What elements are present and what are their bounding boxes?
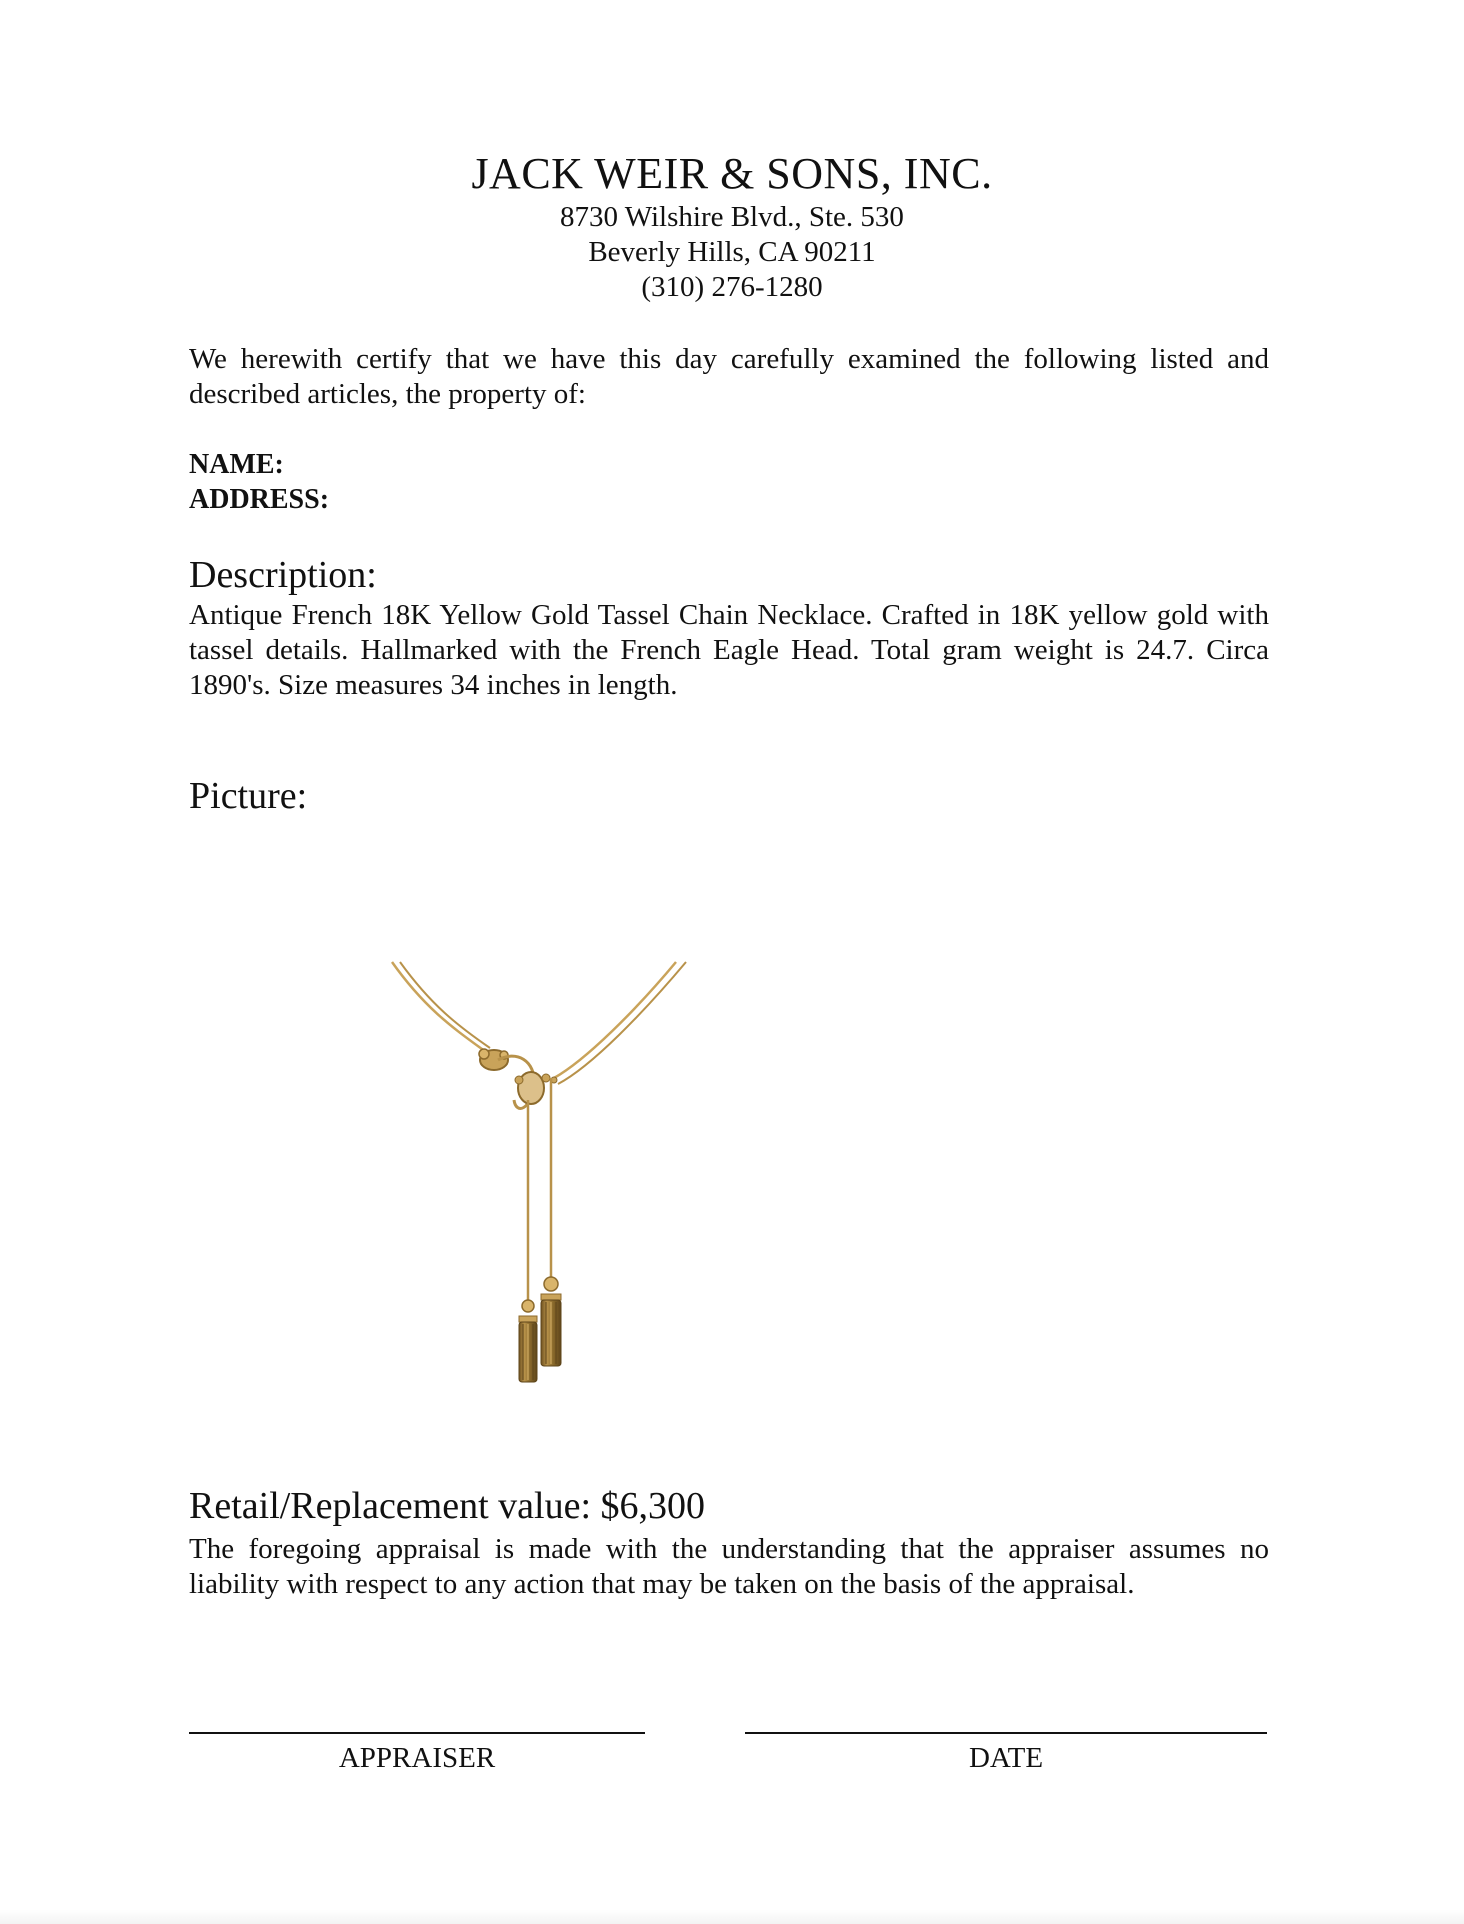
date-signature-line (745, 1732, 1267, 1734)
street-address: 8730 Wilshire Blvd., Ste. 530 (560, 201, 904, 233)
appraiser-label: APPRAISER (338, 1742, 496, 1774)
description-text: Antique French 18K Yellow Gold Tassel Chain Necklace. Crafted in 18K yellow gold with tassel details. Hallmarked with the French Eagle Head. Total gram weight is 24.7. Circa 1890's. Size measures 34 inches in length. (189, 599, 1269, 701)
address-label: ADDRESS: (189, 484, 330, 515)
tassel-necklace-illustration (386, 960, 696, 1390)
picture-heading: Picture: (189, 775, 308, 817)
description-heading: Description: (189, 554, 377, 596)
necklace-photo (386, 960, 696, 1390)
phone-number: (310) 276-1280 (641, 271, 823, 303)
certification-statement: We herewith certify that we have this day carefully examined the following listed and described articles, the property of: (189, 343, 1269, 410)
name-label: NAME: (189, 449, 284, 480)
company-name: JACK WEIR & SONS, INC. (471, 149, 993, 198)
letterhead (0, 148, 1464, 305)
liability-disclaimer: The foregoing appraisal is made with the understanding that the appraiser assumes no liability with respect to any action that may be taken on the basis of the appraisal. (189, 1533, 1269, 1600)
page-bottom-edge (0, 1910, 1464, 1924)
retail-value-heading: Retail/Replacement value: $6,300 (189, 1485, 706, 1527)
owner-block (189, 447, 329, 517)
appraiser-signature-line (189, 1732, 645, 1734)
city-state-zip: Beverly Hills, CA 90211 (588, 236, 876, 268)
date-label: DATE (968, 1742, 1044, 1774)
